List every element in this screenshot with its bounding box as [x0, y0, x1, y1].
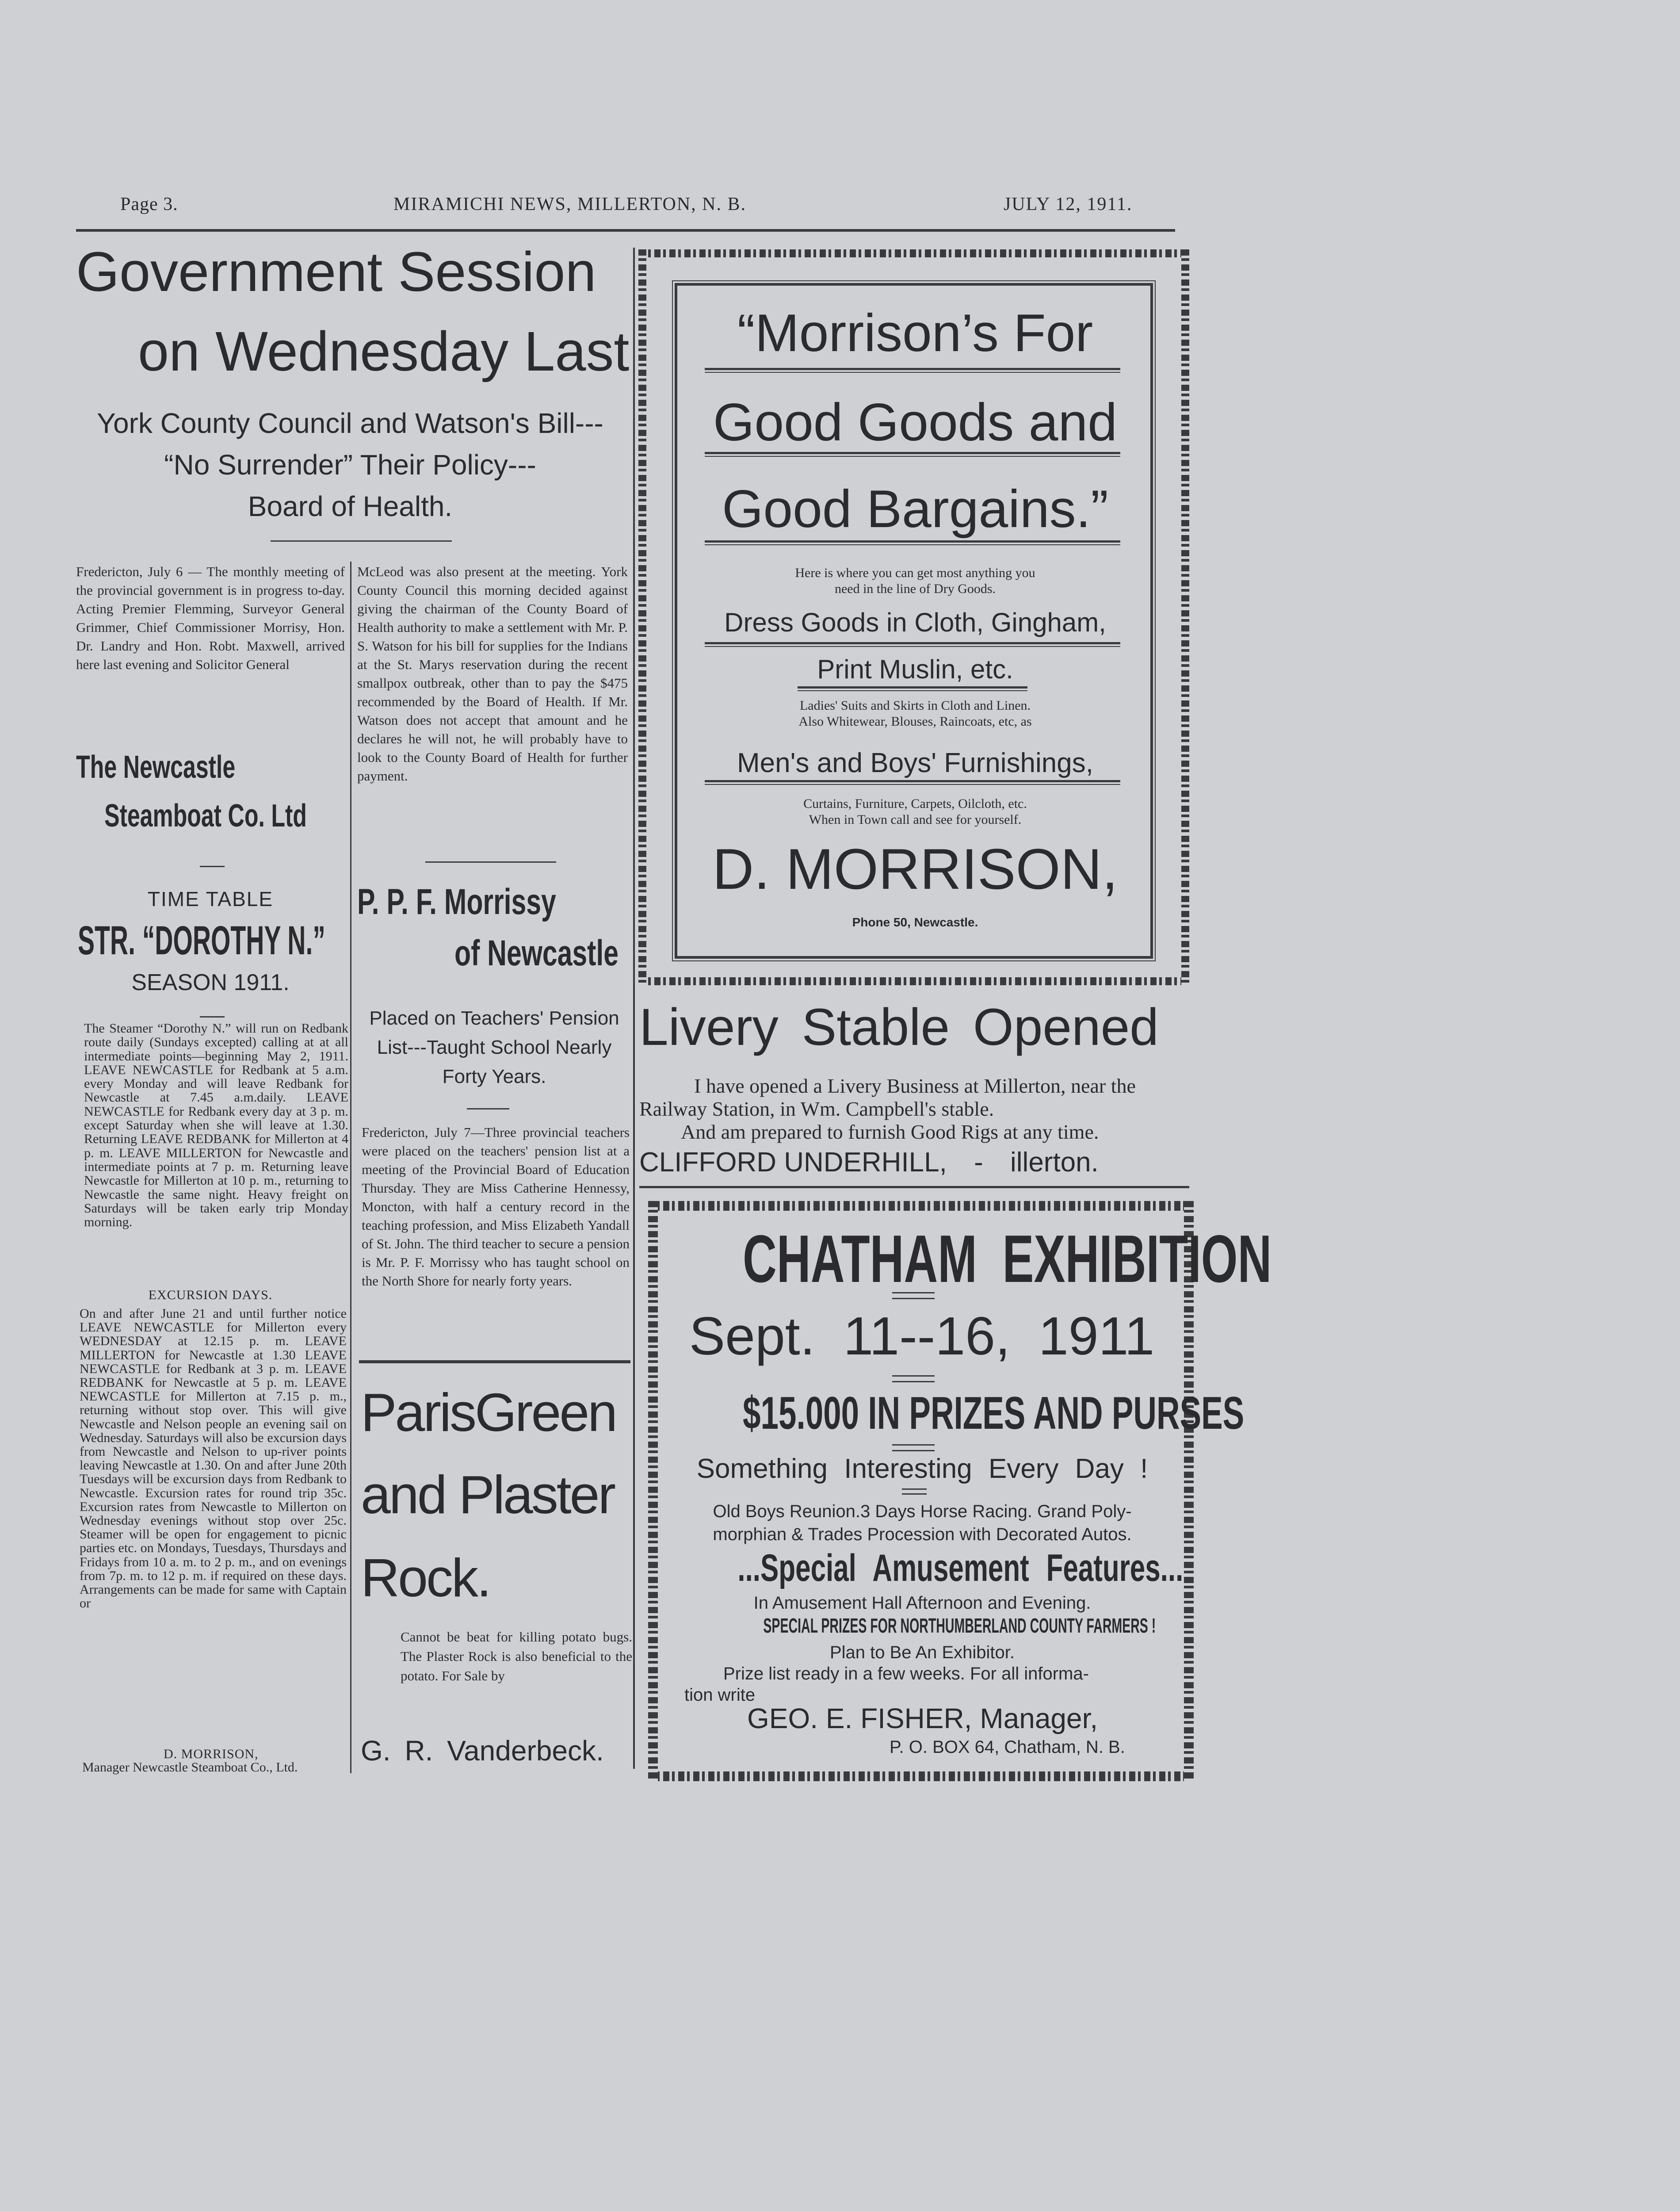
morrison-rule-2	[705, 452, 1120, 457]
morrison-dress-2: Print Muslin, etc.	[817, 654, 1013, 684]
morrissy-title-2: of Newcastle	[454, 933, 619, 973]
morrissy-title-1: P. P. F. Morrissy	[357, 882, 556, 922]
masthead: MIRAMICHI NEWS, MILLERTON, N. B.	[393, 194, 747, 214]
chatham-border-left	[648, 1201, 658, 1781]
chatham-title-wrap	[743, 1221, 1272, 1297]
morrison-rule-3	[705, 540, 1120, 545]
page-number: Page 3.	[120, 194, 178, 214]
issue-date: JULY 12, 1911.	[1004, 194, 1133, 214]
season-label: SEASON 1911.	[131, 970, 290, 995]
chatham-reunion	[666, 1500, 1179, 1546]
column-divider-1	[350, 562, 351, 1773]
morrison-ladies-2: Also Whitewear, Blouses, Raincoats, etc, as	[798, 714, 1032, 729]
chatham-special: SPECIAL PRIZES FOR NORTHUMBERLAND COUNTY FARMERS !	[763, 1614, 1156, 1637]
morrissy-deck-1: Placed on Teachers' Pension	[369, 1007, 619, 1029]
gov-body-col2: McLeod was also present at the meeting. York County Council this morning decided against giving the chairman of the County Board of Health authority to make a settlement with Mr. P. S. Watson for his bill for supplies for the Indians at the St. Marys reservation during the recent smallpox outbreak, other than to pay the $475 recommended by the Board of Health. If Mr. Watson does not accept that amount and he declares he will not, he will probably have to look to the County Board of Health for further payment.	[357, 564, 628, 784]
gov-headline-2: on Wednesday Last	[138, 320, 630, 383]
chatham-special-wrap	[763, 1613, 1156, 1638]
morrison-rule-4	[705, 642, 1120, 647]
morrison-border-top	[639, 249, 1189, 257]
morrison-mens: Men's and Boys' Furnishings,	[737, 748, 1093, 778]
chatham-ornament-2	[892, 1375, 935, 1382]
morrison-intro-2: need in the line of Dry Goods.	[834, 581, 996, 596]
chatham-amusement: ...Special Amusement Features...	[737, 1547, 1184, 1589]
chatham-prize-list-2: tion write	[684, 1685, 756, 1705]
paris-line-2: and Plaster	[361, 1465, 615, 1525]
excursion-body: On and after June 21 and until further notice LEAVE NEWCASTLE for Millerton every WEDNESDAY at 12.15 p. m. LEAVE MILLERTON for Newcastle at 1.30 LEAVE NEWCASTLE for Redbank at 3 p. m. LEAVE REDBANK for Newcastle at 5 p. m. LEAVE NEWCASTLE for Millerton at 7.15 p. m., returning without stop over. This will give Newcastle and Nelson people an evening sail on Wednesday. Saturdays will also be excursion days from Newcastle and Nelson to up-river points leaving Newcastle at 1.30. On and after June 20th Tuesdays will be excursion days from Redbank to Newcastle. Excursion rates for round trip 35c. Excursion rates from Newcastle to Millerton on Wednesday evenings without stop over 25c. Steamer will be open for engagement to picnic parties etc. on Mondays, Tuesdays, Thursdays and Fridays from 10 a. m. to 2 p. m., and on evenings from 7p. m. to 12 p. m. if required on these days. Arrangements can be made for same with Captain or	[80, 1306, 347, 1611]
chatham-box: P. O. BOX 64, Chatham, N. B.	[890, 1737, 1125, 1757]
paris-line-3: Rock.	[361, 1548, 490, 1608]
livery-place: illerton.	[1010, 1147, 1099, 1178]
morrison-ladies-1: Ladies' Suits and Skirts in Cloth and Linen.	[799, 698, 1031, 713]
chatham-prizes-wrap	[743, 1387, 1245, 1440]
livery-line-3: And am prepared to furnish Good Rigs at any time.	[681, 1121, 1099, 1143]
gov-sub-1: York County Council and Watson's Bill---	[97, 407, 603, 439]
livery-signature	[639, 1143, 1099, 1182]
chatham-hall: In Amusement Hall Afternoon and Evening.	[753, 1593, 1091, 1613]
steamboat-rule-2	[200, 1016, 225, 1018]
livery-line-1: I have opened a Livery Business at Millerton, near the	[694, 1075, 1136, 1097]
morrison-h3: Good Bargains.”	[722, 479, 1108, 539]
morrison-rule-5	[798, 686, 1027, 691]
morrissy-deck-2: List---Taught School Nearly	[377, 1037, 612, 1058]
morrison-dress-1: Dress Goods in Cloth, Gingham,	[724, 608, 1106, 637]
chatham-plan: Plan to Be An Exhibitor.	[829, 1643, 1015, 1662]
livery-name: CLIFFORD UNDERHILL,	[639, 1147, 947, 1178]
morrison-border-left	[638, 249, 646, 985]
gov-sub-2: “No Surrender” Their Policy---	[164, 449, 536, 481]
chatham-ornament-3	[892, 1444, 935, 1451]
morrissy-rule-mid	[467, 1108, 509, 1109]
steamboat-signer-title: Manager Newcastle Steamboat Co., Ltd.	[82, 1760, 298, 1775]
header-rule	[76, 229, 1175, 232]
chatham-reunion-1: Old Boys Reunion.3 Days Horse Racing. Grand Poly-	[713, 1502, 1132, 1521]
gov-rule	[271, 540, 452, 542]
morrissy-deck-3: Forty Years.	[442, 1066, 546, 1087]
livery-rule	[639, 1186, 1189, 1188]
excursion-title: EXCURSION DAYS.	[148, 1288, 273, 1302]
paris-line-1: ParisGreen	[361, 1382, 616, 1442]
livery-dash: -	[974, 1147, 983, 1178]
gov-body-col1: Fredericton, July 6 — The monthly meeting of the provincial government is in progress to-day. Acting Premier Flemming, Surveyor General Grimmer, Chief Commissioner Morrisy, Hon. Dr. Landry and Hon. Robt. Maxwell, arrived here last evening and Solicitor General	[76, 564, 345, 672]
gov-sub-3: Board of Health.	[248, 490, 453, 522]
steamer-name: STR. “DOROTHY N.”	[78, 918, 325, 963]
morrison-curtains-1: Curtains, Furniture, Carpets, Oilcloth, etc.	[803, 796, 1027, 811]
morrison-border-right	[1181, 249, 1189, 985]
chatham-ornament-4	[902, 1488, 927, 1495]
morrissy-rule-top	[425, 861, 556, 863]
steamboat-rule-1	[200, 866, 225, 867]
livery-line-2: Railway Station, in Wm. Campbell's stable.	[639, 1098, 994, 1120]
chatham-dates: Sept. 11--16, 1911	[689, 1306, 1155, 1366]
morrissy-deck	[357, 1004, 631, 1091]
chatham-ornament-1	[892, 1292, 935, 1299]
morrison-rule-1	[705, 368, 1120, 373]
gov-subhead	[76, 402, 624, 527]
steamboat-title-1: The Newcastle	[76, 750, 236, 785]
chatham-amusement-wrap	[737, 1546, 1184, 1590]
morrissy-body: Fredericton, July 7—Three provincial teachers were placed on the teachers' pension list at a meeting of the Provincial Board of Education Thursday. They are Miss Catherine Hennessy, Moncton, with half a century record in the teaching profession, and Miss Elizabeth Yandall of St. John. The third teacher to secure a pension is Mr. P. F. Morrissy who has taught school on the North Shore for nearly forty years.	[362, 1125, 630, 1289]
chatham-prizes: $15.000 IN PRIZES AND PURSES	[743, 1388, 1245, 1439]
morrison-phone: Phone 50, Newcastle.	[852, 915, 978, 929]
morrison-h2: Good Goods and	[713, 393, 1117, 452]
morrison-intro	[681, 565, 1149, 597]
steamboat-title-2: Steamboat Co. Ltd	[104, 798, 307, 834]
chatham-border-top	[648, 1201, 1194, 1211]
chatham-interesting: Something Interesting Every Day !	[696, 1454, 1148, 1484]
steamboat-body: The Steamer “Dorothy N.” will run on Redbank route daily (Sundays excepted) calling at at all intermediate points—beginning May 2, 1911. LEAVE NEWCASTLE for Redbank at 5 a.m. every Monday and will leave Redbank for Newcastle at 7.45 a.m.daily. LEAVE NEWCASTLE for Redbank every day at 3 p. m. except Saturday when she will leave at 1.30. Returning LEAVE REDBANK for Millerton at 4 p. m. LEAVE MILLERTON for Newcastle and intermediate points at 7 p. m. Returning leave Newcastle for Millerton at 10 p. m., returning to Newcastle the same night. Heavy freight on Saturdays will be taken early trip Monday morning.	[84, 1021, 348, 1230]
chatham-reunion-2: morphian & Trades Procession with Decorated Autos.	[713, 1525, 1132, 1544]
livery-title: Livery Stable Opened	[639, 998, 1159, 1056]
morrison-rule-6	[705, 780, 1120, 785]
morrison-curtains-2: When in Town call and see for yourself.	[809, 812, 1022, 827]
chatham-manager: GEO. E. FISHER, Manager,	[747, 1702, 1098, 1734]
gov-headline-1: Government Session	[76, 241, 596, 303]
column-divider-2	[633, 248, 635, 1769]
morrison-border-bottom	[639, 977, 1189, 985]
chatham-prize-list-1: Prize list ready in a few weeks. For all informa-	[723, 1664, 1089, 1683]
morrison-h1: “Morrison’s For	[737, 303, 1093, 363]
chatham-border-bottom	[648, 1771, 1194, 1781]
time-table-label: TIME TABLE	[147, 887, 274, 910]
steamboat-signer: D. MORRISON,	[164, 1747, 259, 1761]
morrison-curtains	[681, 796, 1149, 828]
morrissy-rule-bottom	[359, 1360, 630, 1363]
chatham-title: CHATHAM EXHIBITION	[743, 1221, 1272, 1297]
morrison-intro-1: Here is where you can get most anything you	[795, 566, 1035, 580]
paris-body: Cannot be beat for killing potato bugs. The Plaster Rock is also beneficial to the potato. For Sale by	[401, 1629, 632, 1683]
morrison-ladies	[681, 698, 1149, 730]
morrison-name: D. MORRISON,	[712, 837, 1118, 901]
paris-seller: G. R. Vanderbeck.	[361, 1735, 604, 1767]
